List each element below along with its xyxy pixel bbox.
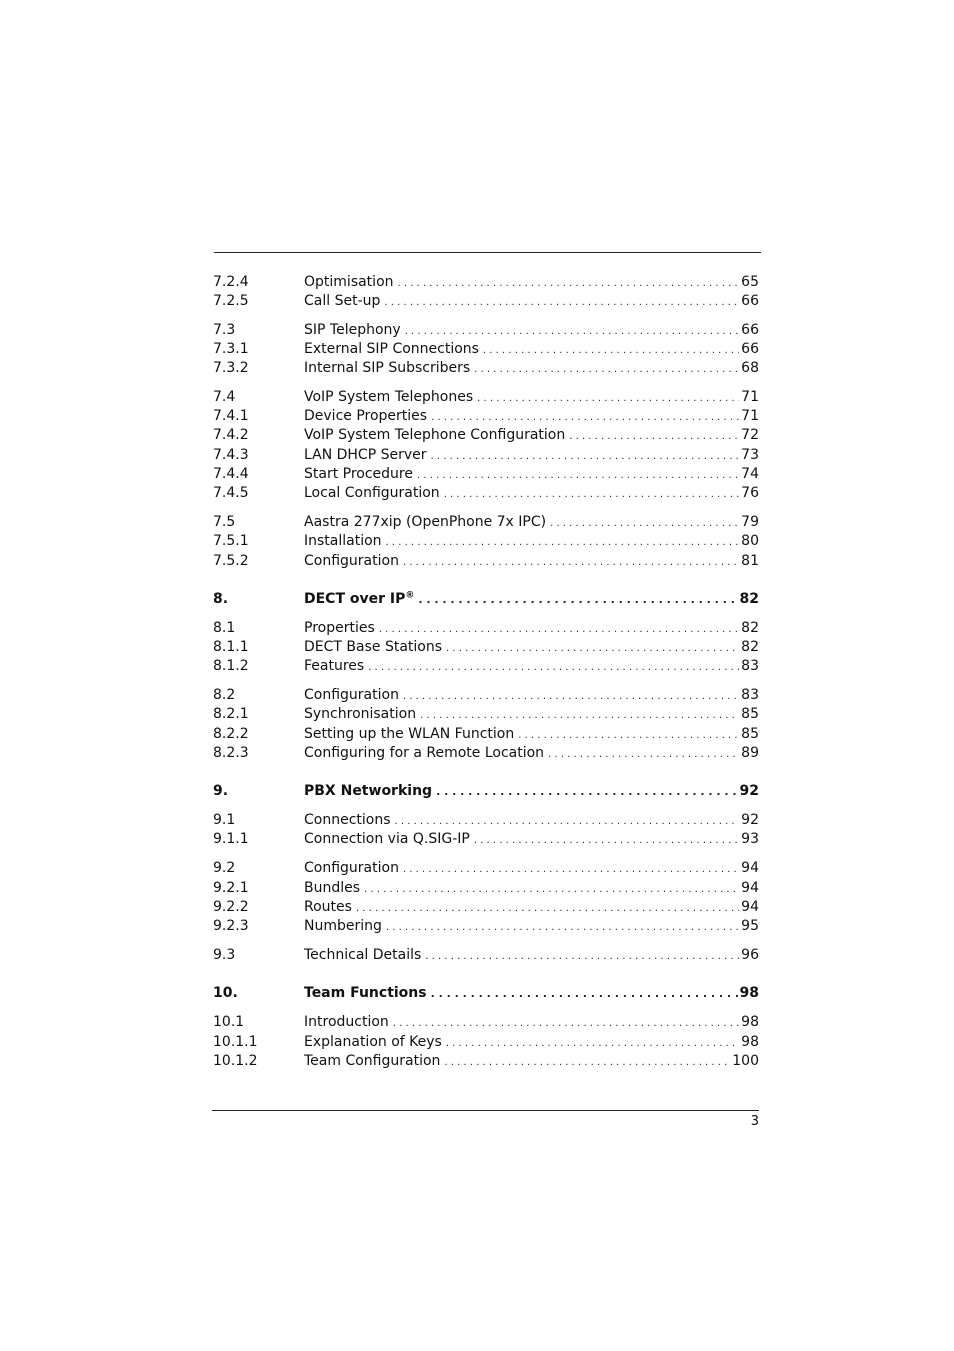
toc-entry-page: 85 [741, 726, 759, 742]
toc-entry-number: 9.2.3 [213, 918, 249, 934]
toc-entry[interactable] [213, 917, 759, 936]
toc-dot-leader [368, 657, 739, 677]
toc-entry-page: 89 [741, 745, 759, 761]
toc-entry-number: 7.5.1 [213, 533, 249, 549]
toc-dot-leader [384, 292, 739, 312]
toc-dot-leader [518, 725, 739, 745]
toc-entry-title: Numbering [304, 918, 382, 934]
toc-entry-page: 81 [741, 553, 759, 569]
toc-chapter-entry[interactable] [213, 984, 759, 1003]
toc-entry-page: 82 [739, 591, 759, 607]
toc-entry-title: Local Configuration [304, 485, 440, 501]
toc-entry-title: Configuration [304, 553, 399, 569]
toc-dot-leader [417, 465, 739, 485]
toc-dot-leader [386, 532, 740, 552]
toc-dot-leader [379, 619, 739, 639]
toc-entry-title: VoIP System Telephone Configuration [304, 427, 566, 443]
toc-entry-page: 65 [741, 274, 759, 290]
toc-entry[interactable] [213, 388, 759, 407]
toc-entry-page: 83 [741, 687, 759, 703]
toc-entry-page: 71 [741, 389, 759, 405]
toc-entry[interactable] [213, 859, 759, 878]
toc-entry-page: 98 [741, 1034, 759, 1050]
toc-entry-number: 9.1.1 [213, 831, 249, 847]
toc-entry-number: 7.5 [213, 514, 236, 530]
toc-entry[interactable] [213, 686, 759, 705]
toc-dot-leader [395, 811, 740, 831]
toc-entry-title: Team Functions [304, 985, 427, 1001]
toc-entry-number: 10.1.1 [213, 1034, 258, 1050]
toc-entry-title: Device Properties [304, 408, 428, 424]
toc-entry-title: Properties [304, 620, 375, 636]
toc-entry[interactable] [213, 446, 759, 465]
toc-entry-title: Configuring for a Remote Location [304, 745, 545, 761]
toc-entry-page: 80 [741, 533, 759, 549]
toc-entry-number: 7.2.4 [213, 274, 249, 290]
toc-entry-page: 72 [741, 427, 759, 443]
toc-entry[interactable] [213, 638, 759, 657]
toc-entry-title: Aastra 277xip (OpenPhone 7x IPC) [304, 514, 547, 530]
toc-entry-number: 8.1.2 [213, 658, 249, 674]
toc-entry-title: Internal SIP Subscribers [304, 360, 471, 376]
toc-entry-number: 9.3 [213, 947, 236, 963]
toc-dot-leader [548, 744, 739, 764]
toc-entry-number: 7.4.1 [213, 408, 249, 424]
toc-entry-number: 8.2.3 [213, 745, 249, 761]
toc-entry-number: 8.2.1 [213, 706, 249, 722]
toc-entry-title: Explanation of Keys [304, 1034, 442, 1050]
toc-entry-number: 7.4.5 [213, 485, 249, 501]
toc-dot-leader [398, 273, 740, 293]
toc-dot-leader [444, 484, 739, 504]
toc-dot-leader [483, 340, 739, 360]
toc-entry-number: 7.4.4 [213, 466, 249, 482]
toc-entry-page: 94 [741, 860, 759, 876]
toc-dot-leader [403, 859, 739, 879]
footer-rule [212, 1110, 759, 1111]
toc-entry[interactable] [213, 811, 759, 830]
toc-entry[interactable] [213, 407, 759, 426]
toc-entry[interactable] [213, 465, 759, 484]
toc-entry-page: 79 [741, 514, 759, 530]
toc-entry-page: 82 [741, 620, 759, 636]
toc-entry-title: Start Procedure [304, 466, 413, 482]
toc-entry[interactable] [213, 532, 759, 551]
toc-entry-page: 95 [741, 918, 759, 934]
toc-entry-title: VoIP System Telephones [304, 389, 474, 405]
toc-dot-leader [569, 426, 739, 446]
toc-entry[interactable] [213, 879, 759, 898]
toc-entry[interactable] [213, 898, 759, 917]
toc-dot-leader [436, 782, 737, 801]
toc-entry-number: 8.1.1 [213, 639, 249, 655]
toc-entry-number: 7.3 [213, 322, 236, 338]
toc-entry-title: DECT Base Stations [304, 639, 443, 655]
toc-entry-page: 68 [741, 360, 759, 376]
toc-entry[interactable] [213, 946, 759, 965]
toc-dot-leader [431, 984, 738, 1003]
toc-entry[interactable] [213, 657, 759, 676]
toc-dot-leader [431, 446, 740, 466]
toc-entry-page: 98 [739, 985, 759, 1001]
toc-entry-title: Technical Details [304, 947, 422, 963]
toc-entry-number: 9.2.1 [213, 880, 249, 896]
toc-dot-leader [425, 946, 739, 966]
toc-dot-leader [418, 590, 737, 609]
toc-entry-title: Setting up the WLAN Function [304, 726, 515, 742]
toc-entry[interactable] [213, 292, 759, 311]
toc-chapter-entry[interactable] [213, 590, 759, 609]
toc-entry-page: 76 [741, 485, 759, 501]
toc-dot-leader [356, 898, 739, 918]
toc-entry-title: PBX Networking [304, 783, 433, 799]
toc-entry-page: 83 [741, 658, 759, 674]
toc-entry-title: Connections [304, 812, 391, 828]
toc-dot-leader [444, 1052, 730, 1072]
toc-dot-leader [405, 321, 739, 341]
toc-entry-number: 7.3.1 [213, 341, 249, 357]
toc-dot-leader [386, 917, 739, 937]
toc-entry-title: Features [304, 658, 365, 674]
toc-entry-number: 8. [213, 591, 229, 607]
toc-entry-number: 9.2 [213, 860, 236, 876]
toc-entry-number: 7.5.2 [213, 553, 249, 569]
toc-entry[interactable] [213, 340, 759, 359]
toc-entry-page: 74 [741, 466, 759, 482]
toc-dot-leader [550, 513, 739, 533]
toc-entry[interactable] [213, 359, 759, 378]
toc-dot-leader [403, 686, 739, 706]
toc-entry-page: 71 [741, 408, 759, 424]
toc-entry-page: 98 [741, 1014, 759, 1030]
toc-entry-title: Configuration [304, 687, 399, 703]
toc-entry-number: 7.4.3 [213, 447, 249, 463]
toc-dot-leader [474, 830, 739, 850]
toc-dot-leader [474, 359, 739, 379]
toc-entry-page: 73 [741, 447, 759, 463]
toc-entry-number: 8.2 [213, 687, 236, 703]
toc-dot-leader [393, 1013, 739, 1033]
toc-dot-leader [420, 705, 739, 725]
toc-entry-title: Connection via Q.SIG-IP [304, 831, 470, 847]
toc-dot-leader [446, 638, 739, 658]
toc-entry-title: Configuration [304, 860, 399, 876]
toc-entry-title: Optimisation [304, 274, 394, 290]
toc-entry-page: 94 [741, 880, 759, 896]
toc-dot-leader [403, 552, 739, 572]
toc-entry-page: 66 [741, 341, 759, 357]
toc-entry-title: Call Set-up [304, 293, 381, 309]
toc-entry-page: 92 [741, 812, 759, 828]
toc-entry-number: 7.4 [213, 389, 236, 405]
toc-entry[interactable] [213, 705, 759, 724]
toc-entry-number: 7.2.5 [213, 293, 249, 309]
toc-entry[interactable] [213, 1013, 759, 1032]
toc-entry-title: Team Configuration [304, 1053, 441, 1069]
toc-entry-title: Routes [304, 899, 352, 915]
toc-entry[interactable] [213, 513, 759, 532]
toc-entry-title: LAN DHCP Server [304, 447, 427, 463]
toc-entry-title: Synchronisation [304, 706, 417, 722]
toc-dot-leader [477, 388, 739, 408]
toc-entry[interactable] [213, 1052, 759, 1071]
toc-entry-page: 66 [741, 293, 759, 309]
toc-entry[interactable] [213, 484, 759, 503]
toc-entry-number: 10.1.2 [213, 1053, 258, 1069]
toc-dot-leader [431, 407, 739, 427]
toc-entry-number: 8.1 [213, 620, 236, 636]
toc-entry[interactable] [213, 552, 759, 571]
toc-entry[interactable] [213, 321, 759, 340]
toc-entry-page: 92 [739, 783, 759, 799]
page-number: 3 [750, 1114, 759, 1129]
toc-entry-number: 7.4.2 [213, 427, 249, 443]
toc-entry-page: 85 [741, 706, 759, 722]
toc-entry[interactable] [213, 744, 759, 763]
toc-entry-title: Bundles [304, 880, 361, 896]
toc-entry-title: External SIP Connections [304, 341, 479, 357]
toc-entry-number: 9.2.2 [213, 899, 249, 915]
toc-entry-page: 94 [741, 899, 759, 915]
toc-entry-page: 82 [741, 639, 759, 655]
header-rule [214, 252, 761, 253]
toc-entry-title: Installation [304, 533, 382, 549]
toc-dot-leader [446, 1033, 739, 1053]
toc-entry-title: DECT over IP® [304, 590, 415, 607]
toc-entry-page: 96 [741, 947, 759, 963]
toc-entry[interactable] [213, 426, 759, 445]
toc-entry-number: 10.1 [213, 1014, 245, 1030]
toc-entry-title: SIP Telephony [304, 322, 401, 338]
toc-entry-number: 7.3.2 [213, 360, 249, 376]
toc-chapter-entry[interactable] [213, 782, 759, 801]
toc-entry-number: 9. [213, 783, 229, 799]
toc-entry-number: 10. [213, 985, 238, 1001]
toc-entry-number: 9.1 [213, 812, 236, 828]
toc-entry[interactable] [213, 1033, 759, 1052]
toc-entry[interactable] [213, 830, 759, 849]
toc-entry-title: Introduction [304, 1014, 389, 1030]
toc-entry[interactable] [213, 273, 759, 292]
toc-entry-page: 100 [732, 1053, 759, 1069]
toc-entry-page: 93 [741, 831, 759, 847]
toc-entry[interactable] [213, 725, 759, 744]
toc-entry[interactable] [213, 619, 759, 638]
toc-entry-page: 66 [741, 322, 759, 338]
toc-dot-leader [364, 879, 739, 899]
toc-entry-number: 8.2.2 [213, 726, 249, 742]
